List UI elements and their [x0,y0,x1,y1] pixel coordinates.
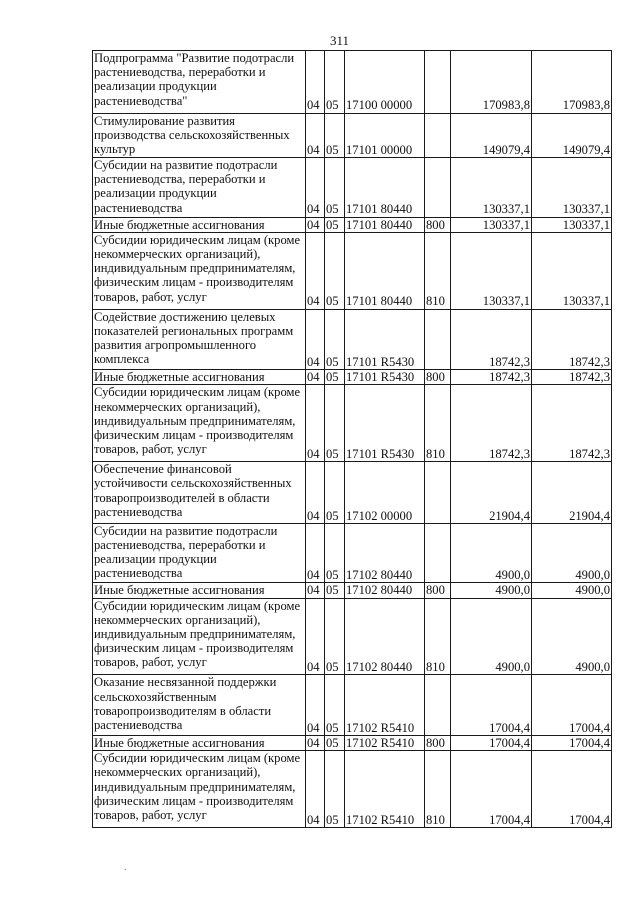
section-code: 04 [306,751,325,828]
budget-item-name: Иные бюджетные ассигнования [93,583,306,598]
expense-type-code: 810 [425,751,451,828]
amount-approved: 4900,0 [532,523,612,583]
subsection-code: 05 [325,385,345,462]
subsection-code: 05 [325,462,345,524]
table-row [93,385,612,462]
budget-item-name: Субсидии юридическим лицам (кроме некоммерческих организаций), индивидуальным предпринимателям, физическим лицам - производителям товаров, работ, услуг [93,385,306,462]
amount-plan: 4900,0 [451,523,532,583]
target-article-code: 17102 00000 [345,462,425,524]
table-row [93,523,612,583]
amount-approved: 170983,8 [532,51,612,114]
budget-item-name: Субсидии юридическим лицам (кроме некоммерческих организаций), индивидуальным предпринимателям, физическим лицам - производителям товаров, работ, услуг [93,751,306,828]
section-code: 04 [306,309,325,370]
section-code: 04 [306,583,325,598]
budget-item-name: Субсидии юридическим лицам (кроме некоммерческих организаций), индивидуальным предпринимателям, физическим лицам - производителям товаров, работ, услуг [93,598,306,675]
expense-type-code [425,157,451,217]
budget-item-name: Стимулирование развития производства сельскохозяйственных культур [93,113,306,157]
amount-plan: 130337,1 [451,157,532,217]
budget-item-name: Иные бюджетные ассигнования [93,217,306,232]
target-article-code: 17101 R5430 [345,370,425,385]
section-code: 04 [306,675,325,736]
table-row [93,370,612,385]
subsection-code: 05 [325,751,345,828]
table-row [93,51,612,114]
budget-item-name: Иные бюджетные ассигнования [93,735,306,750]
amount-plan: 17004,4 [451,675,532,736]
budget-item-name: Иные бюджетные ассигнования [93,370,306,385]
table-row [93,113,612,157]
target-article-code: 17100 00000 [345,51,425,114]
page-number: 311 [330,33,350,48]
subsection-code: 05 [325,523,345,583]
section-code: 04 [306,51,325,114]
budget-table [92,50,612,828]
amount-plan: 18742,3 [451,385,532,462]
subsection-code: 05 [325,735,345,750]
subsection-code: 05 [325,598,345,675]
amount-approved: 4900,0 [532,598,612,675]
budget-item-name: Субсидии на развитие подотрасли растениеводства, переработки и реализации продукции растениеводства [93,523,306,583]
target-article-code: 17101 80440 [345,157,425,217]
expense-type-code: 800 [425,583,451,598]
expense-type-code [425,523,451,583]
budget-item-name: Оказание несвязанной поддержки сельскохозяйственным товаропроизводителям в области растениеводства [93,675,306,736]
expense-type-code [425,113,451,157]
amount-plan: 130337,1 [451,217,532,232]
subsection-code: 05 [325,232,345,309]
target-article-code: 17101 R5430 [345,309,425,370]
stray-mark: . [124,862,127,873]
section-code: 04 [306,735,325,750]
amount-approved: 17004,4 [532,675,612,736]
amount-approved: 130337,1 [532,217,612,232]
target-article-code: 17102 R5410 [345,735,425,750]
amount-plan: 170983,8 [451,51,532,114]
section-code: 04 [306,113,325,157]
amount-approved: 18742,3 [532,385,612,462]
section-code: 04 [306,598,325,675]
amount-plan: 21904,4 [451,462,532,524]
amount-plan: 18742,3 [451,370,532,385]
amount-approved: 18742,3 [532,309,612,370]
subsection-code: 05 [325,309,345,370]
amount-plan: 4900,0 [451,598,532,675]
subsection-code: 05 [325,370,345,385]
target-article-code: 17101 80440 [345,232,425,309]
table-row [93,675,612,736]
amount-plan: 130337,1 [451,232,532,309]
expense-type-code: 800 [425,217,451,232]
subsection-code: 05 [325,675,345,736]
amount-approved: 130337,1 [532,157,612,217]
amount-plan: 4900,0 [451,583,532,598]
section-code: 04 [306,462,325,524]
target-article-code: 17101 80440 [345,217,425,232]
expense-type-code: 810 [425,232,451,309]
amount-approved: 149079,4 [532,113,612,157]
expense-type-code: 800 [425,735,451,750]
expense-type-code [425,675,451,736]
amount-plan: 17004,4 [451,751,532,828]
table-row [93,232,612,309]
section-code: 04 [306,370,325,385]
table-row [93,598,612,675]
budget-item-name: Субсидии на развитие подотрасли растениеводства, переработки и реализации продукции растениеводства [93,157,306,217]
section-code: 04 [306,232,325,309]
section-code: 04 [306,157,325,217]
expense-type-code [425,309,451,370]
target-article-code: 17101 00000 [345,113,425,157]
target-article-code: 17102 80440 [345,583,425,598]
amount-plan: 18742,3 [451,309,532,370]
section-code: 04 [306,385,325,462]
amount-plan: 149079,4 [451,113,532,157]
budget-item-name: Содействие достижению целевых показателей региональных программ развития агропромышленного комплекса [93,309,306,370]
budget-table-body [93,51,612,828]
amount-approved: 17004,4 [532,751,612,828]
expense-type-code [425,51,451,114]
subsection-code: 05 [325,157,345,217]
amount-plan: 17004,4 [451,735,532,750]
section-code: 04 [306,217,325,232]
amount-approved: 130337,1 [532,232,612,309]
target-article-code: 17102 R5410 [345,675,425,736]
table-row [93,583,612,598]
section-code: 04 [306,523,325,583]
table-row [93,157,612,217]
amount-approved: 18742,3 [532,370,612,385]
table-row [93,462,612,524]
amount-approved: 4900,0 [532,583,612,598]
budget-item-name: Субсидии юридическим лицам (кроме некоммерческих организаций), индивидуальным предпринимателям, физическим лицам - производителям товаров, работ, услуг [93,232,306,309]
expense-type-code: 800 [425,370,451,385]
expense-type-code: 810 [425,385,451,462]
table-row [93,735,612,750]
table-row [93,751,612,828]
budget-item-name: Обеспечение финансовой устойчивости сельскохозяйственных товаропроизводителей в области растениеводства [93,462,306,524]
table-row [93,217,612,232]
expense-type-code [425,462,451,524]
amount-approved: 17004,4 [532,735,612,750]
target-article-code: 17102 80440 [345,598,425,675]
subsection-code: 05 [325,583,345,598]
subsection-code: 05 [325,217,345,232]
target-article-code: 17102 80440 [345,523,425,583]
budget-item-name: Подпрограмма "Развитие подотрасли растениеводства, переработки и реализации продукции растениеводства" [93,51,306,114]
expense-type-code: 810 [425,598,451,675]
target-article-code: 17101 R5430 [345,385,425,462]
table-row [93,309,612,370]
subsection-code: 05 [325,51,345,114]
subsection-code: 05 [325,113,345,157]
target-article-code: 17102 R5410 [345,751,425,828]
amount-approved: 21904,4 [532,462,612,524]
